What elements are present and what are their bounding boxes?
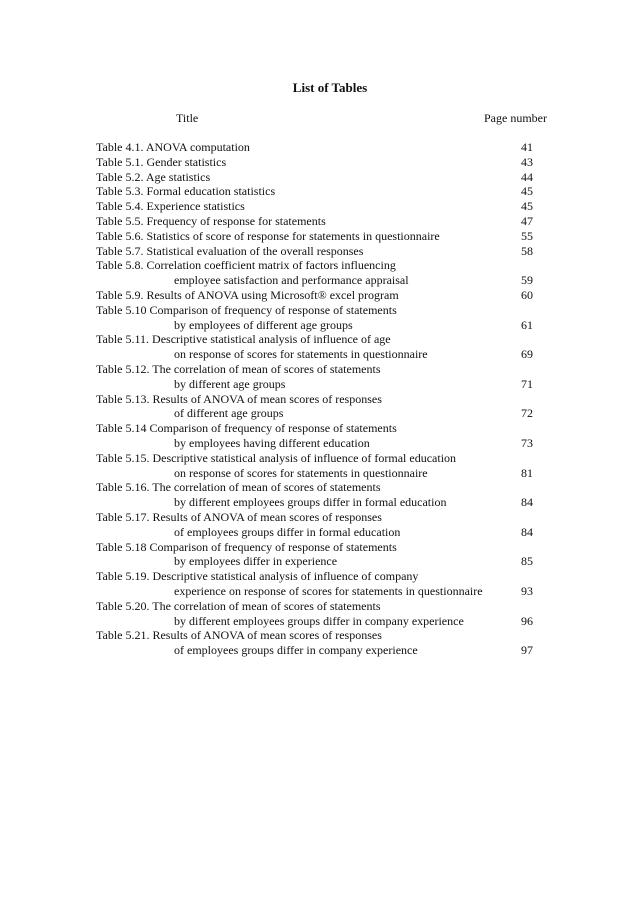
entry-title: of employees groups differ in formal education <box>174 524 401 539</box>
table-entry <box>96 451 540 481</box>
entry-continuation-line <box>96 584 540 599</box>
table-entry <box>96 258 540 288</box>
entry-title: on response of scores for statements in questionnaire <box>174 465 428 480</box>
table-entry <box>96 229 540 244</box>
entry-page-number: 81 <box>521 465 533 480</box>
entry-title: by different age groups <box>174 376 286 391</box>
entry-title: employee satisfaction and performance appraisal <box>174 273 409 288</box>
entry-title: by different employees groups differ in formal education <box>174 495 447 510</box>
entry-continuation-line <box>96 436 540 451</box>
entry-title: Table 5.6. Statistics of score of response for statements in questionnaire <box>96 228 440 243</box>
table-entry <box>96 303 540 333</box>
entry-title: Table 5.4. Experience statistics <box>96 199 245 214</box>
table-entry <box>96 569 540 599</box>
table-entry <box>96 628 540 658</box>
entry-page-number: 44 <box>521 169 533 184</box>
entry-line <box>96 421 540 436</box>
entry-page-number: 84 <box>521 495 533 510</box>
entry-title: by employees having different education <box>174 435 370 450</box>
entry-page-number: 41 <box>521 140 533 154</box>
entry-page-number: 43 <box>521 154 533 169</box>
entry-title: Table 5.16. The correlation of mean of scores of statements <box>96 480 381 495</box>
entry-continuation-line <box>96 347 540 362</box>
entry-title: Table 5.1. Gender statistics <box>96 154 227 169</box>
entry-continuation-line <box>96 554 540 569</box>
entry-line <box>96 199 540 214</box>
entry-title: Table 5.20. The correlation of mean of scores of statements <box>96 598 381 613</box>
entry-line <box>96 140 540 155</box>
table-entry <box>96 362 540 392</box>
entry-title: Table 5.7. Statistical evaluation of the overall responses <box>96 243 364 258</box>
entry-title: Table 5.9. Results of ANOVA using Microsoft® excel program <box>96 287 399 302</box>
entry-line <box>96 392 540 407</box>
entry-continuation-line <box>96 495 540 510</box>
entry-continuation-line <box>96 643 540 658</box>
entry-continuation-line <box>96 614 540 629</box>
table-entry <box>96 155 540 170</box>
table-entry <box>96 392 540 422</box>
entry-continuation-line <box>96 466 540 481</box>
entry-title: Table 5.5. Frequency of response for statements <box>96 213 326 228</box>
entry-continuation-line <box>96 406 540 421</box>
entry-line <box>96 510 540 525</box>
entry-line <box>96 288 540 303</box>
entry-page-number: 59 <box>521 273 533 288</box>
entry-page-number: 47 <box>521 213 533 228</box>
entry-line <box>96 170 540 185</box>
table-entry <box>96 510 540 540</box>
entry-title: Table 5.12. The correlation of mean of scores of statements <box>96 361 381 376</box>
entry-line <box>96 480 540 495</box>
entry-page-number: 55 <box>521 228 533 243</box>
entry-page-number: 96 <box>521 613 533 628</box>
entry-title: Table 5.13. Results of ANOVA of mean scores of responses <box>96 391 382 406</box>
table-entry <box>96 244 540 259</box>
entry-title: experience on response of scores for statements in questionnaire <box>174 583 483 598</box>
entry-title: Table 5.2. Age statistics <box>96 169 211 184</box>
table-entry <box>96 332 540 362</box>
entry-page-number: 69 <box>521 347 533 362</box>
entry-title: Table 5.8. Correlation coefficient matrix of factors influencing <box>96 258 396 273</box>
table-entry <box>96 540 540 570</box>
page-title: List of Tables <box>292 80 368 95</box>
entry-page-number: 45 <box>521 199 533 214</box>
entry-page-number: 84 <box>521 524 533 539</box>
entry-page-number: 58 <box>521 243 533 258</box>
entry-title: Table 5.17. Results of ANOVA of mean scores of responses <box>96 509 382 524</box>
entry-line <box>96 244 540 259</box>
column-header-page-number: Page number <box>484 111 547 125</box>
table-entry <box>96 214 540 229</box>
entry-title: Table 5.3. Formal education statistics <box>96 184 276 199</box>
entry-title: Table 5.11. Descriptive statistical analysis of influence of age <box>96 332 391 347</box>
entry-title: by employees differ in experience <box>174 554 338 569</box>
entry-line <box>96 155 540 170</box>
entry-page-number: 85 <box>521 554 533 569</box>
entry-line <box>96 451 540 466</box>
entry-title: Table 5.15. Descriptive statistical analysis of influence of formal education <box>96 450 457 465</box>
table-entry <box>96 170 540 185</box>
entry-page-number: 60 <box>521 287 533 302</box>
entry-page-number: 71 <box>521 376 533 391</box>
entry-page-number: 93 <box>521 583 533 598</box>
table-entry <box>96 480 540 510</box>
entry-line <box>96 184 540 199</box>
column-header-title: Title <box>176 111 199 125</box>
entry-title: Table 4.1. ANOVA computation <box>96 140 250 154</box>
entry-title: by different employees groups differ in company experience <box>174 613 464 628</box>
entry-title: by employees of different age groups <box>174 317 353 332</box>
entry-title: Table 5.14 Comparison of frequency of response of statements <box>96 421 397 436</box>
entry-line <box>96 303 540 318</box>
entry-title: of different age groups <box>174 406 284 421</box>
entry-line <box>96 229 540 244</box>
entry-page-number: 61 <box>521 317 533 332</box>
entry-title: Table 5.21. Results of ANOVA of mean scores of responses <box>96 628 382 643</box>
table-entry <box>96 288 540 303</box>
entry-title: on response of scores for statements in questionnaire <box>174 347 428 362</box>
entry-page-number: 73 <box>521 435 533 450</box>
entry-line <box>96 332 540 347</box>
entry-line <box>96 362 540 377</box>
table-list <box>96 140 540 658</box>
entry-continuation-line <box>96 525 540 540</box>
entry-continuation-line <box>96 273 540 288</box>
entry-title: Table 5.18 Comparison of frequency of response of statements <box>96 539 397 554</box>
table-entry <box>96 199 540 214</box>
table-entry <box>96 184 540 199</box>
entry-page-number: 97 <box>521 643 533 658</box>
entry-title: Table 5.19. Descriptive statistical analysis of influence of company <box>96 569 419 584</box>
entry-line <box>96 599 540 614</box>
entry-continuation-line <box>96 318 540 333</box>
entry-page-number: 45 <box>521 184 533 199</box>
entry-page-number: 72 <box>521 406 533 421</box>
entry-continuation-line <box>96 377 540 392</box>
entry-title: of employees groups differ in company experience <box>174 643 418 658</box>
entry-title: Table 5.10 Comparison of frequency of response of statements <box>96 302 397 317</box>
table-entry <box>96 599 540 629</box>
entry-line <box>96 214 540 229</box>
entry-line <box>96 628 540 643</box>
entry-line <box>96 569 540 584</box>
table-entry <box>96 421 540 451</box>
entry-line <box>96 540 540 555</box>
entry-line <box>96 258 540 273</box>
table-entry <box>96 140 540 155</box>
